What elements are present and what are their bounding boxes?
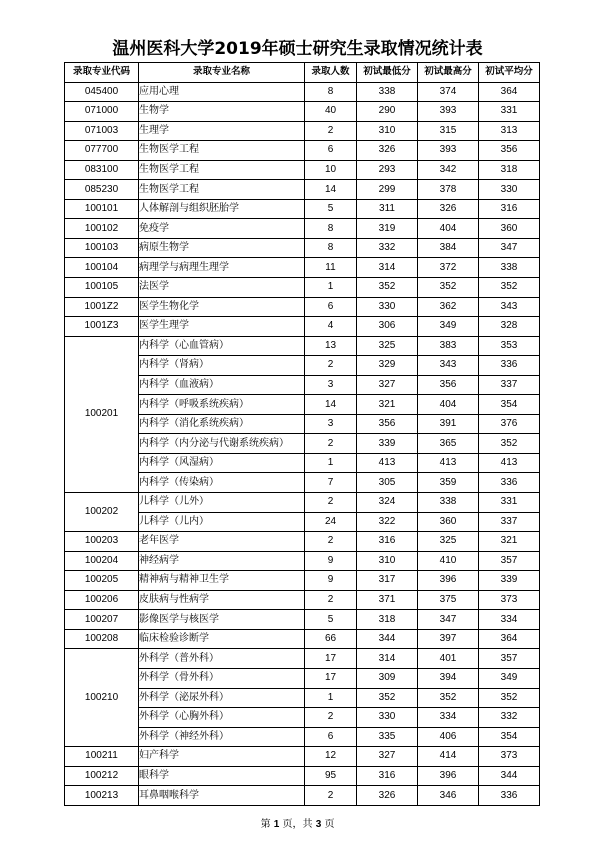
avg-score-cell: 328	[479, 317, 540, 337]
avg-score-cell: 331	[479, 102, 540, 122]
table-row	[65, 551, 540, 571]
major-name-cell: 医学生理学	[139, 317, 305, 337]
admission-table	[64, 62, 540, 806]
header-name: 录取专业名称	[139, 63, 305, 83]
major-code-cell: 100105	[65, 278, 139, 298]
major-code-cell: 100202	[65, 493, 139, 532]
min-score-cell: 352	[357, 688, 418, 708]
min-score-cell: 309	[357, 668, 418, 688]
major-name-cell: 内科学（内分泌与代谢系统疾病）	[139, 434, 305, 454]
admitted-count-cell: 66	[305, 629, 357, 649]
max-score-cell: 325	[418, 532, 479, 552]
table-row	[65, 766, 540, 786]
table-row	[65, 297, 540, 317]
admitted-count-cell: 95	[305, 766, 357, 786]
admitted-count-cell: 6	[305, 141, 357, 161]
major-name-cell: 内科学（消化系统疾病）	[139, 414, 305, 434]
major-name-cell: 法医学	[139, 278, 305, 298]
admitted-count-cell: 6	[305, 297, 357, 317]
page-title: 温州医科大学2019年硕士研究生录取情况统计表	[112, 39, 483, 59]
table-row	[65, 199, 540, 219]
max-score-cell: 391	[418, 414, 479, 434]
min-score-cell: 311	[357, 199, 418, 219]
min-score-cell: 326	[357, 786, 418, 806]
max-score-cell: 365	[418, 434, 479, 454]
major-name-cell: 眼科学	[139, 766, 305, 786]
table-row	[65, 82, 540, 102]
major-code-cell: 045400	[65, 82, 139, 102]
major-name-cell: 病理学与病理生理学	[139, 258, 305, 278]
major-name-cell: 临床检验诊断学	[139, 629, 305, 649]
avg-score-cell: 336	[479, 356, 540, 376]
admitted-count-cell: 1	[305, 278, 357, 298]
avg-score-cell: 316	[479, 199, 540, 219]
max-score-cell: 396	[418, 571, 479, 591]
min-score-cell: 324	[357, 493, 418, 513]
table-row	[65, 180, 540, 200]
avg-score-cell: 344	[479, 766, 540, 786]
footer-page-number: 1	[273, 819, 280, 830]
major-name-cell: 内科学（呼吸系统疾病）	[139, 395, 305, 415]
major-code-cell: 100207	[65, 610, 139, 630]
avg-score-cell: 353	[479, 336, 540, 356]
admitted-count-cell: 2	[305, 121, 357, 141]
max-score-cell: 347	[418, 610, 479, 630]
avg-score-cell: 354	[479, 727, 540, 747]
min-score-cell: 310	[357, 551, 418, 571]
min-score-cell: 371	[357, 590, 418, 610]
major-code-cell: 100206	[65, 590, 139, 610]
major-code-cell: 100212	[65, 766, 139, 786]
avg-score-cell: 356	[479, 141, 540, 161]
min-score-cell: 332	[357, 238, 418, 258]
major-name-cell: 精神病与精神卫生学	[139, 571, 305, 591]
table-row	[65, 121, 540, 141]
major-code-cell: 100201	[65, 336, 139, 492]
min-score-cell: 293	[357, 160, 418, 180]
min-score-cell: 339	[357, 434, 418, 454]
max-score-cell: 394	[418, 668, 479, 688]
avg-score-cell: 318	[479, 160, 540, 180]
major-name-cell: 外科学（泌尿外科）	[139, 688, 305, 708]
major-code-cell: 100211	[65, 747, 139, 767]
avg-score-cell: 337	[479, 375, 540, 395]
major-name-cell: 免疫学	[139, 219, 305, 239]
avg-score-cell: 313	[479, 121, 540, 141]
avg-score-cell: 337	[479, 512, 540, 532]
admitted-count-cell: 4	[305, 317, 357, 337]
min-score-cell: 329	[357, 356, 418, 376]
min-score-cell: 338	[357, 82, 418, 102]
table-row	[65, 493, 540, 513]
avg-score-cell: 352	[479, 278, 540, 298]
min-score-cell: 322	[357, 512, 418, 532]
max-score-cell: 315	[418, 121, 479, 141]
avg-score-cell: 334	[479, 610, 540, 630]
avg-score-cell: 343	[479, 297, 540, 317]
admitted-count-cell: 40	[305, 102, 357, 122]
avg-score-cell: 364	[479, 629, 540, 649]
major-name-cell: 神经病学	[139, 551, 305, 571]
footer-prefix: 第	[260, 819, 271, 830]
footer-suffix: 页	[324, 819, 335, 830]
major-name-cell: 内科学（风湿病）	[139, 453, 305, 473]
major-code-cell: 100101	[65, 199, 139, 219]
min-score-cell: 326	[357, 141, 418, 161]
admitted-count-cell: 1	[305, 453, 357, 473]
max-score-cell: 374	[418, 82, 479, 102]
max-score-cell: 326	[418, 199, 479, 219]
table-row	[65, 219, 540, 239]
header-max-score: 初试最高分	[418, 63, 479, 83]
table-row	[65, 317, 540, 337]
max-score-cell: 372	[418, 258, 479, 278]
min-score-cell: 316	[357, 532, 418, 552]
header-min-score: 初试最低分	[357, 63, 418, 83]
min-score-cell: 314	[357, 258, 418, 278]
table-row	[65, 590, 540, 610]
major-name-cell: 生物医学工程	[139, 160, 305, 180]
major-code-cell: 100208	[65, 629, 139, 649]
footer-middle: 页，共	[282, 819, 313, 830]
min-score-cell: 356	[357, 414, 418, 434]
major-code-cell: 071000	[65, 102, 139, 122]
admitted-count-cell: 2	[305, 708, 357, 728]
table-body	[65, 82, 540, 805]
avg-score-cell: 413	[479, 453, 540, 473]
min-score-cell: 318	[357, 610, 418, 630]
min-score-cell: 327	[357, 375, 418, 395]
major-name-cell: 外科学（神经外科）	[139, 727, 305, 747]
min-score-cell: 299	[357, 180, 418, 200]
admitted-count-cell: 5	[305, 610, 357, 630]
max-score-cell: 349	[418, 317, 479, 337]
max-score-cell: 410	[418, 551, 479, 571]
min-score-cell: 352	[357, 278, 418, 298]
major-name-cell: 人体解剖与组织胚胎学	[139, 199, 305, 219]
table-header-row	[65, 63, 540, 83]
major-name-cell: 生物学	[139, 102, 305, 122]
max-score-cell: 413	[418, 453, 479, 473]
admitted-count-cell: 17	[305, 649, 357, 669]
admitted-count-cell: 14	[305, 180, 357, 200]
major-code-cell: 085230	[65, 180, 139, 200]
min-score-cell: 314	[357, 649, 418, 669]
admitted-count-cell: 3	[305, 414, 357, 434]
avg-score-cell: 331	[479, 493, 540, 513]
table-row	[65, 571, 540, 591]
admitted-count-cell: 13	[305, 336, 357, 356]
avg-score-cell: 352	[479, 434, 540, 454]
table-row	[65, 160, 540, 180]
table-row	[65, 649, 540, 669]
max-score-cell: 375	[418, 590, 479, 610]
max-score-cell: 362	[418, 297, 479, 317]
admitted-count-cell: 2	[305, 434, 357, 454]
major-code-cell: 100204	[65, 551, 139, 571]
min-score-cell: 335	[357, 727, 418, 747]
avg-score-cell: 357	[479, 649, 540, 669]
max-score-cell: 356	[418, 375, 479, 395]
max-score-cell: 334	[418, 708, 479, 728]
admitted-count-cell: 6	[305, 727, 357, 747]
major-name-cell: 应用心理	[139, 82, 305, 102]
admitted-count-cell: 3	[305, 375, 357, 395]
admitted-count-cell: 11	[305, 258, 357, 278]
min-score-cell: 413	[357, 453, 418, 473]
table-row	[65, 141, 540, 161]
avg-score-cell: 349	[479, 668, 540, 688]
table-row	[65, 238, 540, 258]
avg-score-cell: 347	[479, 238, 540, 258]
table-row	[65, 610, 540, 630]
min-score-cell: 306	[357, 317, 418, 337]
major-code-cell: 071003	[65, 121, 139, 141]
avg-score-cell: 373	[479, 747, 540, 767]
major-name-cell: 儿科学（儿外）	[139, 493, 305, 513]
avg-score-cell: 360	[479, 219, 540, 239]
header-code: 录取专业代码	[65, 63, 139, 83]
max-score-cell: 346	[418, 786, 479, 806]
min-score-cell: 319	[357, 219, 418, 239]
major-code-cell: 077700	[65, 141, 139, 161]
admitted-count-cell: 10	[305, 160, 357, 180]
min-score-cell: 330	[357, 708, 418, 728]
table-row	[65, 747, 540, 767]
min-score-cell: 344	[357, 629, 418, 649]
admitted-count-cell: 9	[305, 551, 357, 571]
min-score-cell: 317	[357, 571, 418, 591]
max-score-cell: 384	[418, 238, 479, 258]
major-name-cell: 影像医学与核医学	[139, 610, 305, 630]
major-name-cell: 生物医学工程	[139, 141, 305, 161]
min-score-cell: 305	[357, 473, 418, 493]
footer-total-pages: 3	[315, 819, 322, 830]
table-row	[65, 102, 540, 122]
admitted-count-cell: 8	[305, 82, 357, 102]
major-code-cell: 100203	[65, 532, 139, 552]
avg-score-cell: 364	[479, 82, 540, 102]
major-name-cell: 内科学（肾病）	[139, 356, 305, 376]
major-name-cell: 妇产科学	[139, 747, 305, 767]
header-count: 录取人数	[305, 63, 357, 83]
avg-score-cell: 330	[479, 180, 540, 200]
admitted-count-cell: 8	[305, 219, 357, 239]
max-score-cell: 360	[418, 512, 479, 532]
avg-score-cell: 357	[479, 551, 540, 571]
major-code-cell: 100213	[65, 786, 139, 806]
admitted-count-cell: 7	[305, 473, 357, 493]
major-name-cell: 外科学（骨外科）	[139, 668, 305, 688]
avg-score-cell: 336	[479, 786, 540, 806]
major-name-cell: 外科学（普外科）	[139, 649, 305, 669]
max-score-cell: 393	[418, 141, 479, 161]
admitted-count-cell: 2	[305, 532, 357, 552]
major-code-cell: 1001Z2	[65, 297, 139, 317]
major-name-cell: 内科学（心血管病）	[139, 336, 305, 356]
table-row	[65, 278, 540, 298]
admitted-count-cell: 24	[305, 512, 357, 532]
min-score-cell: 327	[357, 747, 418, 767]
avg-score-cell: 373	[479, 590, 540, 610]
admitted-count-cell: 2	[305, 786, 357, 806]
major-name-cell: 儿科学（儿内）	[139, 512, 305, 532]
admitted-count-cell: 17	[305, 668, 357, 688]
max-score-cell: 352	[418, 278, 479, 298]
min-score-cell: 321	[357, 395, 418, 415]
major-code-cell: 100210	[65, 649, 139, 747]
major-name-cell: 老年医学	[139, 532, 305, 552]
max-score-cell: 359	[418, 473, 479, 493]
table-row	[65, 258, 540, 278]
max-score-cell: 397	[418, 629, 479, 649]
min-score-cell: 290	[357, 102, 418, 122]
major-name-cell: 生物医学工程	[139, 180, 305, 200]
major-name-cell: 医学生物化学	[139, 297, 305, 317]
major-code-cell: 100103	[65, 238, 139, 258]
admitted-count-cell: 9	[305, 571, 357, 591]
avg-score-cell: 354	[479, 395, 540, 415]
max-score-cell: 396	[418, 766, 479, 786]
min-score-cell: 330	[357, 297, 418, 317]
max-score-cell: 342	[418, 160, 479, 180]
major-code-cell: 100102	[65, 219, 139, 239]
major-name-cell: 生理学	[139, 121, 305, 141]
avg-score-cell: 336	[479, 473, 540, 493]
max-score-cell: 401	[418, 649, 479, 669]
table-row	[65, 336, 540, 356]
min-score-cell: 316	[357, 766, 418, 786]
major-name-cell: 耳鼻咽喉科学	[139, 786, 305, 806]
avg-score-cell: 352	[479, 688, 540, 708]
max-score-cell: 383	[418, 336, 479, 356]
major-name-cell: 内科学（血液病）	[139, 375, 305, 395]
major-code-cell: 100205	[65, 571, 139, 591]
avg-score-cell: 376	[479, 414, 540, 434]
admitted-count-cell: 5	[305, 199, 357, 219]
max-score-cell: 352	[418, 688, 479, 708]
max-score-cell: 404	[418, 395, 479, 415]
admitted-count-cell: 2	[305, 493, 357, 513]
major-name-cell: 病原生物学	[139, 238, 305, 258]
major-code-cell: 1001Z3	[65, 317, 139, 337]
min-score-cell: 325	[357, 336, 418, 356]
max-score-cell: 378	[418, 180, 479, 200]
admitted-count-cell: 14	[305, 395, 357, 415]
max-score-cell: 393	[418, 102, 479, 122]
avg-score-cell: 338	[479, 258, 540, 278]
admitted-count-cell: 1	[305, 688, 357, 708]
avg-score-cell: 339	[479, 571, 540, 591]
max-score-cell: 414	[418, 747, 479, 767]
major-name-cell: 皮肤病与性病学	[139, 590, 305, 610]
major-name-cell: 外科学（心胸外科）	[139, 708, 305, 728]
admitted-count-cell: 8	[305, 238, 357, 258]
admitted-count-cell: 12	[305, 747, 357, 767]
max-score-cell: 404	[418, 219, 479, 239]
major-code-cell: 083100	[65, 160, 139, 180]
max-score-cell: 343	[418, 356, 479, 376]
admitted-count-cell: 2	[305, 590, 357, 610]
table-row	[65, 786, 540, 806]
max-score-cell: 338	[418, 493, 479, 513]
min-score-cell: 310	[357, 121, 418, 141]
table-row	[65, 629, 540, 649]
table-row	[65, 532, 540, 552]
max-score-cell: 406	[418, 727, 479, 747]
page-footer	[0, 815, 595, 830]
admitted-count-cell: 2	[305, 356, 357, 376]
header-avg-score: 初试平均分	[479, 63, 540, 83]
major-code-cell: 100104	[65, 258, 139, 278]
major-name-cell: 内科学（传染病）	[139, 473, 305, 493]
avg-score-cell: 321	[479, 532, 540, 552]
avg-score-cell: 332	[479, 708, 540, 728]
